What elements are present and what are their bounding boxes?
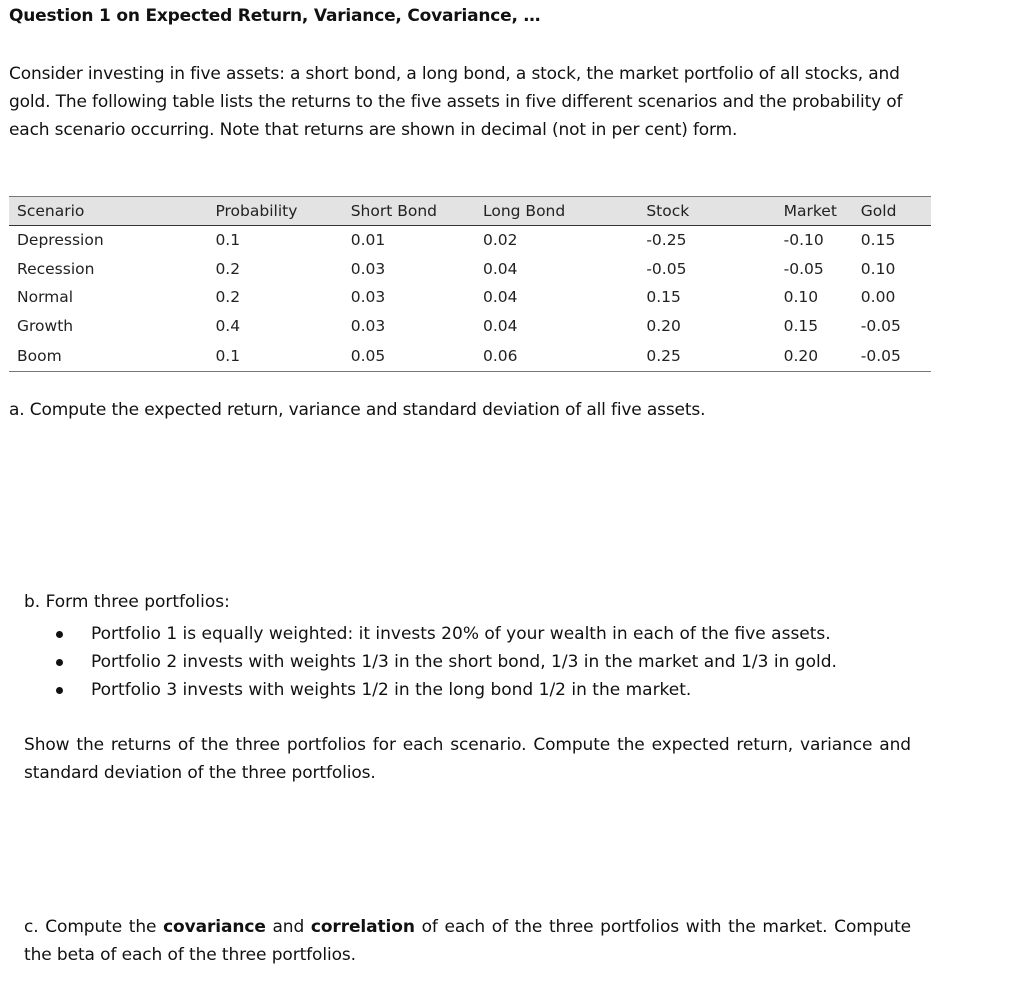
portfolio-3-text: Portfolio 3 invests with weights 1/2 in the long bond 1/2 in the market. bbox=[91, 680, 692, 700]
header-gold: Gold bbox=[861, 197, 931, 226]
part-c-text-2: and bbox=[265, 917, 311, 937]
bullet-icon bbox=[56, 631, 63, 638]
part-c-text-1: c. Compute the bbox=[24, 917, 164, 937]
cell-short-bond: 0.03 bbox=[350, 316, 386, 335]
cell-market: -0.10 bbox=[783, 231, 824, 250]
cell-market: 0.20 bbox=[784, 340, 861, 372]
cell-stock: 0.20 bbox=[646, 316, 681, 335]
cell-stock: 0.25 bbox=[646, 340, 783, 372]
question-title: Question 1 on Expected Return, Variance, Covariance, … bbox=[9, 6, 541, 26]
list-item bbox=[24, 620, 837, 648]
cell-short-bond: 0.05 bbox=[351, 340, 483, 372]
header-market: Market bbox=[784, 197, 861, 226]
header-stock: Stock bbox=[646, 197, 783, 226]
cell-gold: 0.00 bbox=[860, 288, 896, 307]
cell-short-bond: 0.03 bbox=[350, 259, 386, 278]
portfolio-list bbox=[24, 620, 837, 704]
cell-long-bond: 0.06 bbox=[483, 340, 646, 372]
cell-scenario: Recession bbox=[17, 259, 95, 278]
cell-stock: -0.25 bbox=[646, 231, 687, 250]
part-b-heading: b. Form three portfolios: bbox=[24, 592, 230, 612]
table-header-row bbox=[9, 197, 931, 226]
returns-table bbox=[9, 196, 931, 372]
cell-market: -0.05 bbox=[783, 259, 824, 278]
part-c-correlation: correlation bbox=[310, 917, 415, 937]
header-long-bond: Long Bond bbox=[483, 197, 646, 226]
cell-short-bond: 0.03 bbox=[350, 288, 386, 307]
cell-market: 0.10 bbox=[783, 288, 819, 307]
list-item bbox=[24, 676, 837, 704]
part-a-question: a. Compute the expected return, variance and standard deviation of all five assets. bbox=[9, 400, 706, 420]
cell-scenario: Growth bbox=[17, 316, 74, 335]
cell-scenario: Boom bbox=[9, 340, 215, 372]
cell-long-bond: 0.04 bbox=[483, 316, 518, 335]
cell-probability: 0.1 bbox=[215, 231, 241, 250]
cell-long-bond: 0.02 bbox=[483, 231, 518, 250]
cell-short-bond: 0.01 bbox=[350, 231, 386, 250]
bullet-icon bbox=[56, 659, 63, 666]
part-c-question bbox=[24, 913, 911, 969]
header-scenario: Scenario bbox=[9, 197, 215, 226]
cell-probability: 0.2 bbox=[215, 259, 241, 278]
cell-gold: 0.10 bbox=[860, 259, 896, 278]
intro-paragraph: Consider investing in five assets: a short bond, a long bond, a stock, the market portfolio of all stocks, and gold. The following table lists the returns to the five assets in five different scenarios and the probability of each scenario occurring. Note that returns are shown in decimal (not in per cent) form. bbox=[9, 64, 903, 140]
cell-stock: 0.15 bbox=[646, 288, 681, 307]
table-row bbox=[9, 226, 931, 255]
cell-market: 0.15 bbox=[783, 316, 819, 335]
cell-stock: -0.05 bbox=[646, 259, 687, 278]
cell-long-bond: 0.04 bbox=[483, 259, 518, 278]
table-row bbox=[9, 283, 931, 312]
table-row bbox=[9, 312, 931, 341]
portfolio-1-text: Portfolio 1 is equally weighted: it invests 20% of your wealth in each of the five assets. bbox=[91, 624, 831, 644]
part-b-instruction: Show the returns of the three portfolios for each scenario. Compute the expected return, variance and standard deviation of the three portfolios. bbox=[24, 735, 911, 783]
part-c-text-3: of each of the three portfolios with the market. Compute the beta of each of the three portfolios. bbox=[24, 917, 911, 965]
table-row bbox=[9, 255, 931, 284]
bullet-icon bbox=[56, 687, 63, 694]
header-short-bond: Short Bond bbox=[351, 197, 483, 226]
cell-gold: 0.15 bbox=[860, 231, 896, 250]
cell-gold: -0.05 bbox=[860, 316, 901, 335]
header-probability: Probability bbox=[215, 197, 350, 226]
cell-scenario: Depression bbox=[17, 231, 104, 250]
cell-probability: 0.4 bbox=[215, 316, 241, 335]
portfolio-2-text: Portfolio 2 invests with weights 1/3 in the short bond, 1/3 in the market and 1/3 in gold. bbox=[91, 652, 837, 672]
cell-long-bond: 0.04 bbox=[483, 288, 518, 307]
cell-probability: 0.2 bbox=[215, 288, 241, 307]
cell-gold: -0.05 bbox=[861, 340, 931, 372]
list-item bbox=[24, 648, 837, 676]
cell-probability: 0.1 bbox=[215, 340, 350, 372]
table-row bbox=[9, 340, 931, 372]
part-c-covariance: covariance bbox=[163, 917, 266, 937]
cell-scenario: Normal bbox=[17, 288, 74, 307]
